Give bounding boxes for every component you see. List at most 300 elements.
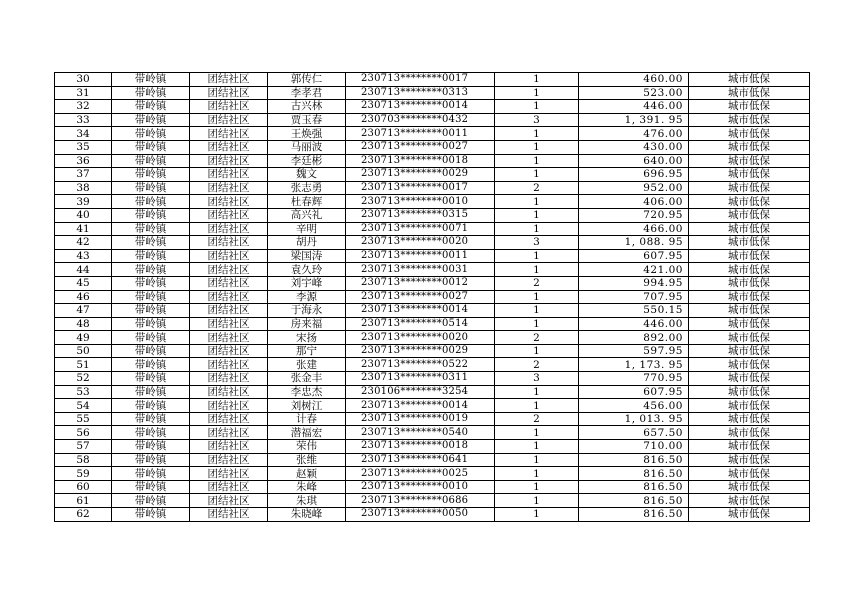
allowance-type-cell: 城市低保: [689, 140, 810, 154]
id-number-cell: 230713********0540: [346, 426, 495, 440]
row-number-cell: 46: [55, 290, 112, 304]
allowance-type-cell: 城市低保: [689, 222, 810, 236]
town-cell: 带岭镇: [112, 73, 190, 87]
table-row: [55, 263, 810, 277]
name-cell: 刘宇峰: [268, 276, 346, 290]
household-count-cell: 2: [495, 331, 579, 345]
name-cell: 李廷彬: [268, 154, 346, 168]
town-cell: 带岭镇: [112, 140, 190, 154]
community-cell: 团结社区: [190, 140, 268, 154]
household-count-cell: 1: [495, 440, 579, 454]
town-cell: 带岭镇: [112, 331, 190, 345]
community-cell: 团结社区: [190, 195, 268, 209]
amount-cell: 406.00: [579, 195, 689, 209]
household-count-cell: 1: [495, 249, 579, 263]
id-number-cell: 230713********0017: [346, 73, 495, 87]
household-count-cell: 3: [495, 113, 579, 127]
amount-cell: 597.95: [579, 344, 689, 358]
community-cell: 团结社区: [190, 412, 268, 426]
town-cell: 带岭镇: [112, 344, 190, 358]
household-count-cell: 1: [495, 140, 579, 154]
row-number-cell: 53: [55, 385, 112, 399]
table-row: [55, 385, 810, 399]
allowance-type-cell: 城市低保: [689, 508, 810, 522]
name-cell: 刘树江: [268, 399, 346, 413]
table-row: [55, 154, 810, 168]
household-count-cell: 1: [495, 290, 579, 304]
town-cell: 带岭镇: [112, 222, 190, 236]
table-row: [55, 276, 810, 290]
row-number-cell: 60: [55, 480, 112, 494]
allowance-type-cell: 城市低保: [689, 453, 810, 467]
amount-cell: 707.95: [579, 290, 689, 304]
amount-cell: 446.00: [579, 317, 689, 331]
household-count-cell: 3: [495, 372, 579, 386]
row-number-cell: 51: [55, 358, 112, 372]
community-cell: 团结社区: [190, 372, 268, 386]
amount-cell: 892.00: [579, 331, 689, 345]
id-number-cell: 230713********0010: [346, 195, 495, 209]
id-number-cell: 230713********0020: [346, 236, 495, 250]
allowance-type-cell: 城市低保: [689, 195, 810, 209]
town-cell: 带岭镇: [112, 372, 190, 386]
allowance-table-body: [55, 73, 810, 522]
table-row: [55, 412, 810, 426]
name-cell: 那宁: [268, 344, 346, 358]
id-number-cell: 230713********0027: [346, 140, 495, 154]
amount-cell: 696.95: [579, 168, 689, 182]
name-cell: 潜福宏: [268, 426, 346, 440]
name-cell: 杜春辉: [268, 195, 346, 209]
town-cell: 带岭镇: [112, 480, 190, 494]
name-cell: 朱峰: [268, 480, 346, 494]
table-row: [55, 358, 810, 372]
allowance-type-cell: 城市低保: [689, 440, 810, 454]
row-number-cell: 42: [55, 236, 112, 250]
community-cell: 团结社区: [190, 331, 268, 345]
table-row: [55, 290, 810, 304]
row-number-cell: 50: [55, 344, 112, 358]
row-number-cell: 52: [55, 372, 112, 386]
row-number-cell: 55: [55, 412, 112, 426]
row-number-cell: 43: [55, 249, 112, 263]
household-count-cell: 3: [495, 236, 579, 250]
id-number-cell: 230713********0641: [346, 453, 495, 467]
row-number-cell: 41: [55, 222, 112, 236]
community-cell: 团结社区: [190, 113, 268, 127]
table-row: [55, 426, 810, 440]
amount-cell: 720.95: [579, 208, 689, 222]
household-count-cell: 1: [495, 494, 579, 508]
table-row: [55, 140, 810, 154]
row-number-cell: 38: [55, 181, 112, 195]
amount-cell: 1, 391. 95: [579, 113, 689, 127]
community-cell: 团结社区: [190, 276, 268, 290]
allowance-type-cell: 城市低保: [689, 208, 810, 222]
id-number-cell: 230713********0514: [346, 317, 495, 331]
allowance-type-cell: 城市低保: [689, 344, 810, 358]
amount-cell: 770.95: [579, 372, 689, 386]
name-cell: 李源: [268, 290, 346, 304]
amount-cell: 607.95: [579, 249, 689, 263]
community-cell: 团结社区: [190, 304, 268, 318]
table-row: [55, 399, 810, 413]
id-number-cell: 230713********0029: [346, 344, 495, 358]
community-cell: 团结社区: [190, 290, 268, 304]
amount-cell: 816.50: [579, 467, 689, 481]
amount-cell: 816.50: [579, 480, 689, 494]
amount-cell: 1, 173. 95: [579, 358, 689, 372]
community-cell: 团结社区: [190, 181, 268, 195]
name-cell: 辛明: [268, 222, 346, 236]
allowance-type-cell: 城市低保: [689, 127, 810, 141]
row-number-cell: 30: [55, 73, 112, 87]
allowance-type-cell: 城市低保: [689, 494, 810, 508]
allowance-type-cell: 城市低保: [689, 168, 810, 182]
table-row: [55, 168, 810, 182]
town-cell: 带岭镇: [112, 168, 190, 182]
town-cell: 带岭镇: [112, 86, 190, 100]
name-cell: 于海永: [268, 304, 346, 318]
town-cell: 带岭镇: [112, 508, 190, 522]
allowance-table: [54, 72, 810, 522]
allowance-type-cell: 城市低保: [689, 154, 810, 168]
allowance-type-cell: 城市低保: [689, 263, 810, 277]
amount-cell: 430.00: [579, 140, 689, 154]
community-cell: 团结社区: [190, 249, 268, 263]
community-cell: 团结社区: [190, 453, 268, 467]
household-count-cell: 2: [495, 181, 579, 195]
allowance-type-cell: 城市低保: [689, 317, 810, 331]
table-row: [55, 208, 810, 222]
household-count-cell: 1: [495, 86, 579, 100]
name-cell: 赵颖: [268, 467, 346, 481]
town-cell: 带岭镇: [112, 426, 190, 440]
name-cell: 袁久玲: [268, 263, 346, 277]
table-row: [55, 508, 810, 522]
row-number-cell: 37: [55, 168, 112, 182]
row-number-cell: 61: [55, 494, 112, 508]
id-number-cell: 230713********0011: [346, 249, 495, 263]
town-cell: 带岭镇: [112, 385, 190, 399]
table-row: [55, 113, 810, 127]
id-number-cell: 230713********0012: [346, 276, 495, 290]
id-number-cell: 230713********0014: [346, 304, 495, 318]
id-number-cell: 230713********0010: [346, 480, 495, 494]
allowance-type-cell: 城市低保: [689, 73, 810, 87]
row-number-cell: 54: [55, 399, 112, 413]
id-number-cell: 230713********0025: [346, 467, 495, 481]
allowance-type-cell: 城市低保: [689, 290, 810, 304]
amount-cell: 816.50: [579, 508, 689, 522]
household-count-cell: 1: [495, 508, 579, 522]
community-cell: 团结社区: [190, 480, 268, 494]
id-number-cell: 230713********0313: [346, 86, 495, 100]
town-cell: 带岭镇: [112, 467, 190, 481]
household-count-cell: 1: [495, 100, 579, 114]
allowance-type-cell: 城市低保: [689, 412, 810, 426]
community-cell: 团结社区: [190, 467, 268, 481]
row-number-cell: 62: [55, 508, 112, 522]
town-cell: 带岭镇: [112, 113, 190, 127]
allowance-type-cell: 城市低保: [689, 86, 810, 100]
table-row: [55, 331, 810, 345]
community-cell: 团结社区: [190, 236, 268, 250]
name-cell: 胡丹: [268, 236, 346, 250]
row-number-cell: 36: [55, 154, 112, 168]
household-count-cell: 1: [495, 344, 579, 358]
table-row: [55, 467, 810, 481]
id-number-cell: 230703********0432: [346, 113, 495, 127]
allowance-type-cell: 城市低保: [689, 372, 810, 386]
table-row: [55, 317, 810, 331]
community-cell: 团结社区: [190, 426, 268, 440]
table-row: [55, 440, 810, 454]
name-cell: 魏文: [268, 168, 346, 182]
row-number-cell: 57: [55, 440, 112, 454]
id-number-cell: 230106********3254: [346, 385, 495, 399]
town-cell: 带岭镇: [112, 249, 190, 263]
amount-cell: 710.00: [579, 440, 689, 454]
allowance-type-cell: 城市低保: [689, 331, 810, 345]
document-sheet: [54, 72, 810, 522]
row-number-cell: 59: [55, 467, 112, 481]
town-cell: 带岭镇: [112, 127, 190, 141]
id-number-cell: 230713********0686: [346, 494, 495, 508]
community-cell: 团结社区: [190, 127, 268, 141]
household-count-cell: 2: [495, 412, 579, 426]
community-cell: 团结社区: [190, 222, 268, 236]
id-number-cell: 230713********0017: [346, 181, 495, 195]
town-cell: 带岭镇: [112, 412, 190, 426]
id-number-cell: 230713********0315: [346, 208, 495, 222]
row-number-cell: 40: [55, 208, 112, 222]
amount-cell: 1, 088. 95: [579, 236, 689, 250]
name-cell: 马丽波: [268, 140, 346, 154]
community-cell: 团结社区: [190, 100, 268, 114]
id-number-cell: 230713********0020: [346, 331, 495, 345]
id-number-cell: 230713********0029: [346, 168, 495, 182]
name-cell: 李孝君: [268, 86, 346, 100]
table-row: [55, 453, 810, 467]
name-cell: 朱晓峰: [268, 508, 346, 522]
town-cell: 带岭镇: [112, 440, 190, 454]
household-count-cell: 1: [495, 453, 579, 467]
allowance-type-cell: 城市低保: [689, 100, 810, 114]
table-row: [55, 127, 810, 141]
household-count-cell: 1: [495, 208, 579, 222]
name-cell: 古兴林: [268, 100, 346, 114]
table-row: [55, 344, 810, 358]
amount-cell: 460.00: [579, 73, 689, 87]
household-count-cell: 1: [495, 304, 579, 318]
name-cell: 荣伟: [268, 440, 346, 454]
name-cell: 郭传仁: [268, 73, 346, 87]
town-cell: 带岭镇: [112, 154, 190, 168]
household-count-cell: 1: [495, 168, 579, 182]
allowance-type-cell: 城市低保: [689, 249, 810, 263]
table-row: [55, 222, 810, 236]
row-number-cell: 31: [55, 86, 112, 100]
name-cell: 张维: [268, 453, 346, 467]
name-cell: 贾玉春: [268, 113, 346, 127]
town-cell: 带岭镇: [112, 494, 190, 508]
community-cell: 团结社区: [190, 86, 268, 100]
town-cell: 带岭镇: [112, 208, 190, 222]
name-cell: 张建: [268, 358, 346, 372]
household-count-cell: 1: [495, 467, 579, 481]
town-cell: 带岭镇: [112, 100, 190, 114]
name-cell: 李忠杰: [268, 385, 346, 399]
community-cell: 团结社区: [190, 344, 268, 358]
town-cell: 带岭镇: [112, 181, 190, 195]
amount-cell: 550.15: [579, 304, 689, 318]
id-number-cell: 230713********0011: [346, 127, 495, 141]
household-count-cell: 1: [495, 399, 579, 413]
name-cell: 高兴礼: [268, 208, 346, 222]
table-row: [55, 195, 810, 209]
id-number-cell: 230713********0031: [346, 263, 495, 277]
amount-cell: 523.00: [579, 86, 689, 100]
household-count-cell: 1: [495, 480, 579, 494]
community-cell: 团结社区: [190, 317, 268, 331]
id-number-cell: 230713********0050: [346, 508, 495, 522]
allowance-type-cell: 城市低保: [689, 236, 810, 250]
name-cell: 房来福: [268, 317, 346, 331]
community-cell: 团结社区: [190, 399, 268, 413]
amount-cell: 476.00: [579, 127, 689, 141]
name-cell: 计春: [268, 412, 346, 426]
id-number-cell: 230713********0071: [346, 222, 495, 236]
town-cell: 带岭镇: [112, 358, 190, 372]
community-cell: 团结社区: [190, 508, 268, 522]
community-cell: 团结社区: [190, 440, 268, 454]
town-cell: 带岭镇: [112, 317, 190, 331]
community-cell: 团结社区: [190, 208, 268, 222]
name-cell: 梁国涛: [268, 249, 346, 263]
row-number-cell: 39: [55, 195, 112, 209]
town-cell: 带岭镇: [112, 304, 190, 318]
amount-cell: 816.50: [579, 453, 689, 467]
id-number-cell: 230713********0018: [346, 154, 495, 168]
name-cell: 朱琪: [268, 494, 346, 508]
community-cell: 团结社区: [190, 73, 268, 87]
community-cell: 团结社区: [190, 154, 268, 168]
id-number-cell: 230713********0014: [346, 399, 495, 413]
table-row: [55, 100, 810, 114]
community-cell: 团结社区: [190, 494, 268, 508]
amount-cell: 640.00: [579, 154, 689, 168]
name-cell: 宋扬: [268, 331, 346, 345]
allowance-type-cell: 城市低保: [689, 113, 810, 127]
household-count-cell: 1: [495, 426, 579, 440]
household-count-cell: 1: [495, 317, 579, 331]
id-number-cell: 230713********0522: [346, 358, 495, 372]
amount-cell: 456.00: [579, 399, 689, 413]
row-number-cell: 32: [55, 100, 112, 114]
amount-cell: 1, 013. 95: [579, 412, 689, 426]
table-row: [55, 494, 810, 508]
amount-cell: 657.50: [579, 426, 689, 440]
amount-cell: 607.95: [579, 385, 689, 399]
row-number-cell: 35: [55, 140, 112, 154]
row-number-cell: 44: [55, 263, 112, 277]
table-row: [55, 236, 810, 250]
id-number-cell: 230713********0027: [346, 290, 495, 304]
row-number-cell: 34: [55, 127, 112, 141]
allowance-type-cell: 城市低保: [689, 181, 810, 195]
table-row: [55, 73, 810, 87]
table-row: [55, 181, 810, 195]
town-cell: 带岭镇: [112, 195, 190, 209]
household-count-cell: 2: [495, 358, 579, 372]
row-number-cell: 58: [55, 453, 112, 467]
allowance-type-cell: 城市低保: [689, 480, 810, 494]
household-count-cell: 1: [495, 127, 579, 141]
community-cell: 团结社区: [190, 358, 268, 372]
town-cell: 带岭镇: [112, 453, 190, 467]
row-number-cell: 48: [55, 317, 112, 331]
row-number-cell: 45: [55, 276, 112, 290]
household-count-cell: 1: [495, 263, 579, 277]
table-row: [55, 480, 810, 494]
row-number-cell: 56: [55, 426, 112, 440]
amount-cell: 446.00: [579, 100, 689, 114]
household-count-cell: 1: [495, 195, 579, 209]
community-cell: 团结社区: [190, 168, 268, 182]
id-number-cell: 230713********0019: [346, 412, 495, 426]
table-row: [55, 86, 810, 100]
household-count-cell: 1: [495, 73, 579, 87]
allowance-type-cell: 城市低保: [689, 358, 810, 372]
amount-cell: 421.00: [579, 263, 689, 277]
household-count-cell: 1: [495, 154, 579, 168]
community-cell: 团结社区: [190, 263, 268, 277]
table-row: [55, 304, 810, 318]
amount-cell: 952.00: [579, 181, 689, 195]
amount-cell: 466.00: [579, 222, 689, 236]
allowance-type-cell: 城市低保: [689, 426, 810, 440]
table-row: [55, 372, 810, 386]
allowance-type-cell: 城市低保: [689, 276, 810, 290]
id-number-cell: 230713********0014: [346, 100, 495, 114]
amount-cell: 994.95: [579, 276, 689, 290]
id-number-cell: 230713********0018: [346, 440, 495, 454]
name-cell: 张金丰: [268, 372, 346, 386]
allowance-type-cell: 城市低保: [689, 399, 810, 413]
household-count-cell: 2: [495, 276, 579, 290]
allowance-type-cell: 城市低保: [689, 304, 810, 318]
allowance-type-cell: 城市低保: [689, 467, 810, 481]
town-cell: 带岭镇: [112, 236, 190, 250]
row-number-cell: 49: [55, 331, 112, 345]
row-number-cell: 47: [55, 304, 112, 318]
allowance-type-cell: 城市低保: [689, 385, 810, 399]
id-number-cell: 230713********0311: [346, 372, 495, 386]
community-cell: 团结社区: [190, 385, 268, 399]
town-cell: 带岭镇: [112, 290, 190, 304]
town-cell: 带岭镇: [112, 399, 190, 413]
household-count-cell: 1: [495, 222, 579, 236]
amount-cell: 816.50: [579, 494, 689, 508]
name-cell: 张志勇: [268, 181, 346, 195]
table-row: [55, 249, 810, 263]
town-cell: 带岭镇: [112, 276, 190, 290]
household-count-cell: 1: [495, 385, 579, 399]
row-number-cell: 33: [55, 113, 112, 127]
name-cell: 王焕强: [268, 127, 346, 141]
town-cell: 带岭镇: [112, 263, 190, 277]
